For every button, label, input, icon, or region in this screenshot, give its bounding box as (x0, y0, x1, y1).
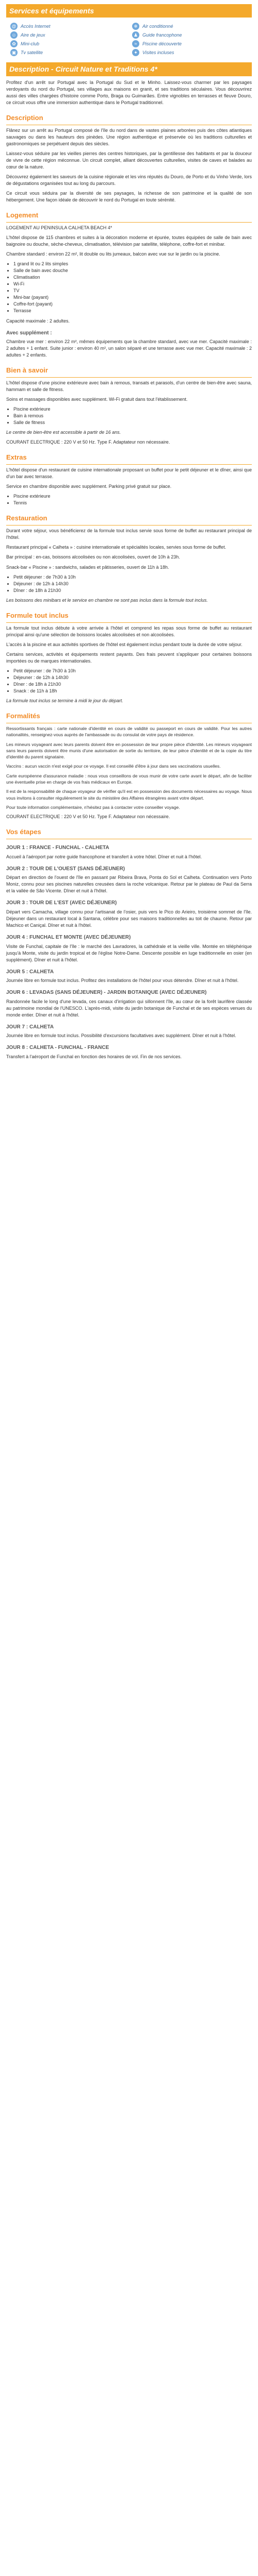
day-title: JOUR 6 : LEVADAS (SANS DÉJEUNER) - JARDIN BOTANIQUE (AVEC DÉJEUNER) (6, 990, 207, 996)
description-paragraph: Ce circuit vous séduira par la diversité de ses paysages, la richesse de son patrimoine et la qualité de son hébergement. Une façon idéale de découvrir le nord du Portugal en toute sérénité. (6, 191, 252, 203)
restaurant-paragraph: Restaurant principal « Calheta » : cuisine internationale et spécialités locales, servies sous forme de buffet. (6, 545, 227, 550)
service-label: Air conditionné (142, 23, 173, 29)
wifi-icon: @ (10, 23, 18, 30)
lodging-equipment-item: • Terrasse (13, 308, 252, 314)
restaurant-note: Les boissons des minibars et le service en chambre ne sont pas inclus dans la formule tout inclus. (6, 597, 208, 603)
extras-heading: Extras (6, 453, 252, 465)
extras-texts (6, 467, 252, 490)
formalites-paragraph: Vaccins : aucun vaccin n'est exigé pour ce voyage. Il est conseillé d'être à jour dans ses vaccinations usuelles. (6, 764, 221, 769)
lodging-paragraph: Chambre standard : environ 22 m², lit double ou lits jumeaux, balcon avec vue sur le jardin ou la piscine. (6, 251, 220, 257)
extras-item: • Tennis (13, 500, 252, 506)
formule-paragraph: La formule tout inclus débute à votre arrivée à l'hôtel et comprend les repas sous forme de buffet au restaurant principal ainsi qu'une sélection de boissons locales alcoolisées et non alcoolisées. (6, 625, 252, 637)
day-text: Randonnée facile le long d'une levada, ces canaux d'irrigation qui sillonnent l'île, au cœur de la forêt laurifère classée au patrimoine mondial de l'UNESCO. L'après-midi, visite du jardin botanique de Funchal et de ses espèces venues du monde entier. Dîner et nuit à l'hôtel. (6, 998, 252, 1018)
restaurant-hours-list (6, 574, 252, 594)
day-text: Départ en direction de l'ouest de l'île en passant par Ribeira Brava, Ponta do Sol et Calheta. Continuation vers Porto Moniz, connu pour ses piscines naturelles creusées dans la roche volcanique. Retour par le plateau de Paul da Serra et la vallée de São Vicente. Dîner et nuit à l'hôtel. (6, 875, 252, 894)
formule-paragraph: Certains services, activités et équipements restent payants. Des frais peuvent s'appliquer pour certaines boissons importées ou de marques internationales. (6, 651, 252, 664)
day-text: Visite de Funchal, capitale de l'île : le marché des Lavradores, la cathédrale et la vieille ville. Montée en téléphérique jusqu'à Monte, visite du jardin tropical et de l'église Notre-Dame. Descente possible en luge traditionnelle en osier (en supplément). Dîner et nuit à l'hôtel. (6, 943, 252, 962)
wellness-item: • Bain à remous (13, 413, 252, 419)
service-label: Visites incluses (142, 49, 174, 55)
day-title: JOUR 1 : FRANCE - FUNCHAL - CALHETA (6, 845, 109, 851)
formule-hours-list (6, 668, 252, 694)
electricity-note: COURANT ELECTRIQUE : 220 V et 50 Hz. Type F. Adaptateur non nécessaire. (6, 439, 170, 445)
day-title: JOUR 8 : CALHETA - FUNCHAL - FRANCE (6, 1045, 109, 1051)
formalites-heading: Formalités (6, 711, 252, 723)
lodging-hotel-name: LOGEMENT AU PENINSULA CALHETA BEACH 4* (6, 225, 112, 230)
lodging-capacity: Capacité maximale : 2 adultes. (6, 318, 70, 324)
service-item (10, 49, 126, 56)
extras-list (6, 493, 252, 506)
formule-hours-item: • Petit déjeuner : de 7h30 à 10h (13, 668, 252, 674)
tv-icon: ▣ (10, 49, 18, 56)
wellness-note: Le centre de bien-être est accessible à partir de 16 ans. (6, 430, 121, 435)
lodging-equipment-item: • Salle de bain avec douche (13, 267, 252, 274)
lodging-equipment-item: • Mini-bar (payant) (13, 294, 252, 301)
formalites-paragraph: Il est de la responsabilité de chaque voyageur de vérifier qu'il est en possession des documents nécessaires au voyage. Nous vous invitons à consulter régulièrement le site du ministère des Affaires étrangères avant votre départ. (6, 789, 252, 801)
restaurant-hours-item: • Déjeuner : de 12h à 14h30 (13, 581, 252, 587)
lodging-heading: Logement (6, 211, 252, 223)
formule-hours-item: • Déjeuner : de 12h à 14h30 (13, 674, 252, 681)
guide-icon: ♟ (132, 31, 139, 39)
service-item (132, 40, 248, 47)
circuit-header: Description - Circuit Nature et Traditions 4* (6, 62, 252, 76)
restaurant-paragraph: Durant votre séjour, vous bénéficierez de la formule tout inclus servie sous forme de buffet au restaurant principal de l'hôtel. (6, 528, 252, 540)
formalites-texts (6, 725, 252, 810)
description-heading: Description (6, 113, 252, 125)
service-item (132, 23, 248, 30)
formule-paragraph: L'accès à la piscine et aux activités sportives de l'hôtel est également inclus pendant toute la durée de votre séjour. (6, 641, 243, 647)
description-paragraph: Flânez sur un arrêt au Portugal composé de l'île du nord dans de vastes plaines arborées puis des côtes atlantiques sauvages ou dans les hauteurs des pinèdes. Une région authentique et préservée où les traditions culturelles et gastronomiques se perpétuent depuis des siècles. (6, 127, 252, 146)
lodging-texts (6, 234, 252, 258)
restaurant-paragraph: Bar principal : en-cas, boissons alcoolisées ou non alcoolisées, ouvert de 10h à 23h. (6, 554, 180, 560)
service-label: Accès Internet (21, 23, 51, 29)
service-label: Mini-club (21, 41, 40, 46)
description-paragraph: Découvrez également les saveurs de la cuisine régionale et les vins réputés du Douro, de Porto et du Vinho Verde, lors de dégustations organisées tout au long du parcours. (6, 174, 252, 186)
lodging-equipment-list (6, 261, 252, 314)
camera-icon: ✦ (132, 49, 139, 56)
playground-icon: ☺ (10, 31, 18, 39)
restaurant-texts (6, 528, 252, 570)
wellness-item: • Salle de fitness (13, 419, 252, 426)
lodging-paragraph: L'hôtel dispose de 115 chambres et suites à la décoration moderne et épurée, toutes équipées de salle de bain avec baignoire ou douche, sèche-cheveux, climatisation, télévision par satellite, téléphone, coffre-fort et minibar. (6, 234, 252, 247)
lodging-supplement-text: Chambre vue mer : environ 22 m², mêmes équipements que la chambre standard, avec vue mer. Capacité maximale : 2 adultes + 1 enfant. Suite junior : environ 40 m², un salon séparé et une terrasse avec vue mer. Capacité maximale : 2 adultes + 2 enfants. (6, 339, 252, 358)
page (6, 0, 252, 1074)
formalites-paragraph: Les mineurs voyageant avec leurs parents doivent être en possession de leur propre pièce d'identité. Les mineurs voyageant sans leurs parents doivent être munis d'une autorisation de sortie du territoire, de leur pièce d'identité et de la copie du titre d'identité du parent signataire. (6, 741, 252, 760)
wellness-item: • Piscine extérieure (13, 406, 252, 413)
day-text: Transfert à l'aéroport de Funchal en fonction des horaires de vol. Fin de nos services. (6, 1054, 182, 1059)
formule-hours-item: • Dîner : de 18h à 21h30 (13, 681, 252, 688)
day-title: JOUR 5 : CALHETA (6, 969, 54, 975)
lodging-equipment-item: • Coffre-fort (payant) (13, 301, 252, 308)
services-header: Services et équipements (6, 4, 252, 18)
service-label: Aire de jeux (21, 32, 45, 38)
formule-note: La formule tout inclus se termine à midi le jour du départ. (6, 698, 123, 704)
formule-texts (6, 625, 252, 665)
wellness-list (6, 406, 252, 426)
day-title: JOUR 2 : TOUR DE L'OUEST (SANS DÉJEUNER) (6, 866, 125, 872)
restaurant-hours-item: • Petit déjeuner : de 7h30 à 10h (13, 574, 252, 581)
lodging-equipment-item: • Wi-Fi (13, 281, 252, 287)
lodging-equipment-item: • TV (13, 287, 252, 294)
lodging-equipment-item: • Climatisation (13, 274, 252, 281)
restaurant-heading: Restauration (6, 514, 252, 526)
restaurant-paragraph: Snack-bar « Piscine » : sandwichs, salades et pâtisseries, ouvert de 11h à 18h. (6, 564, 169, 570)
day-text: Accueil à l'aéroport par notre guide francophone et transfert à votre hôtel. Dîner et nuit à l'hôtel. (6, 854, 202, 859)
description-paragraph: Laissez-vous séduire par les vieilles pierres des centres historiques, par la gentillesse des habitants et par la douceur de vivre de cette région méconnue. Un circuit complet, alliant découvertes culturelles, visites de caves et balades au cœur de la nature. (6, 150, 252, 170)
service-item (10, 23, 126, 30)
service-label: Tv satellite (21, 49, 43, 55)
programme-heading: Vos étapes (6, 827, 252, 839)
intro-text: Profitez d'un arrêt sur Portugal avec la Portugal du Sud et le Minho. Laissez-vous charmer par les paysages verdoyants du nord du Portugal, ses villages aux maisons en granit, et ses traditions séculaires. Vous découvrirez aussi des villes chargées d'histoire comme Porto, Braga ou Guimarães. Entre vignobles en terrasses et fleuve Douro, ce circuit vous offre une immersion authentique dans le Portugal traditionnel. (6, 79, 252, 105)
formalites-paragraph: Pour toute information complémentaire, n'hésitez pas à contacter votre conseiller voyage. (6, 805, 180, 810)
snowflake-icon: ❄ (132, 23, 139, 30)
pool-icon: ≈ (132, 40, 139, 47)
day-title: JOUR 7 : CALHETA (6, 1024, 54, 1030)
restaurant-hours-item: • Dîner : de 18h à 21h30 (13, 587, 252, 594)
kids-club-icon: ✿ (10, 40, 18, 47)
day-title: JOUR 3 : TOUR DE L'EST (AVEC DÉJEUNER) (6, 900, 117, 906)
extras-paragraph: L'hôtel dispose d'un restaurant de cuisine internationale proposant un buffet pour le petit déjeuner et le dîner, ainsi que d'un bar avec terrasse. (6, 467, 252, 480)
service-label: Guide francophone (142, 32, 182, 38)
currency-note: COURANT ELECTRIQUE : 220 V et 50 Hz. Type F. Adaptateur non nécessaire. (6, 814, 170, 820)
day-text: Journée libre en formule tout inclus. Possibilité d'excursions facultatives avec supplément. Dîner et nuit à l'hôtel. (6, 1033, 236, 1039)
service-label: Piscine découverte (142, 41, 182, 46)
service-item (132, 31, 248, 39)
service-item (10, 31, 126, 39)
formalites-paragraph: Ressortissants français : carte nationale d'identité en cours de validité ou passeport en cours de validité. Pour les autres nationalités, renseignez-vous auprès de l'ambassade ou du consulat de votre pays de résidence. (6, 725, 252, 738)
service-item (132, 49, 248, 56)
description-block (6, 127, 252, 204)
lodging-equipment-item: • 1 grand lit ou 2 lits simples (13, 261, 252, 267)
formalites-paragraph: Carte européenne d'assurance maladie : nous vous conseillons de vous munir de votre carte avant le départ, afin de faciliter une éventuelle prise en charge de vos frais médicaux en Europe. (6, 773, 252, 785)
day-text: Départ vers Camacha, village connu pour l'artisanat de l'osier, puis vers le Pico do Arieiro, troisième sommet de l'île. Déjeuner dans un restaurant local à Santana, célèbre pour ses maisons traditionnelles au toit de chaume. Retour par Machico et Caniçal. Dîner et nuit à l'hôtel. (6, 909, 252, 928)
extras-paragraph: Service en chambre disponible avec supplément. Parking privé gratuit sur place. (6, 484, 172, 489)
wellness-heading: Bien à savoir (6, 366, 252, 378)
lodging-supplement-heading: Avec supplément : (6, 330, 52, 336)
formule-heading: Formule tout inclus (6, 611, 252, 623)
day-text: Journée libre en formule tout inclus. Profitez des installations de l'hôtel pour vous détendre. Dîner et nuit à l'hôtel. (6, 978, 239, 984)
wellness-paragraph: L'hôtel dispose d'une piscine extérieure avec bain à remous, transats et parasols, d'un centre de bien-être avec sauna, hammam et salle de fitness. (6, 380, 252, 393)
wellness-paragraph: Soins et massages disponibles avec supplément. Wi-Fi gratuit dans tout l'établissement. (6, 397, 188, 402)
wellness-texts (6, 380, 252, 403)
extras-item: • Piscine extérieure (13, 493, 252, 500)
formule-hours-item: • Snack : de 11h à 18h (13, 688, 252, 694)
day-title: JOUR 4 : FUNCHAL ET MONTE (AVEC DÉJEUNER) (6, 935, 131, 941)
service-item (10, 40, 126, 47)
services-grid (6, 21, 252, 60)
programme-days (6, 844, 252, 1060)
